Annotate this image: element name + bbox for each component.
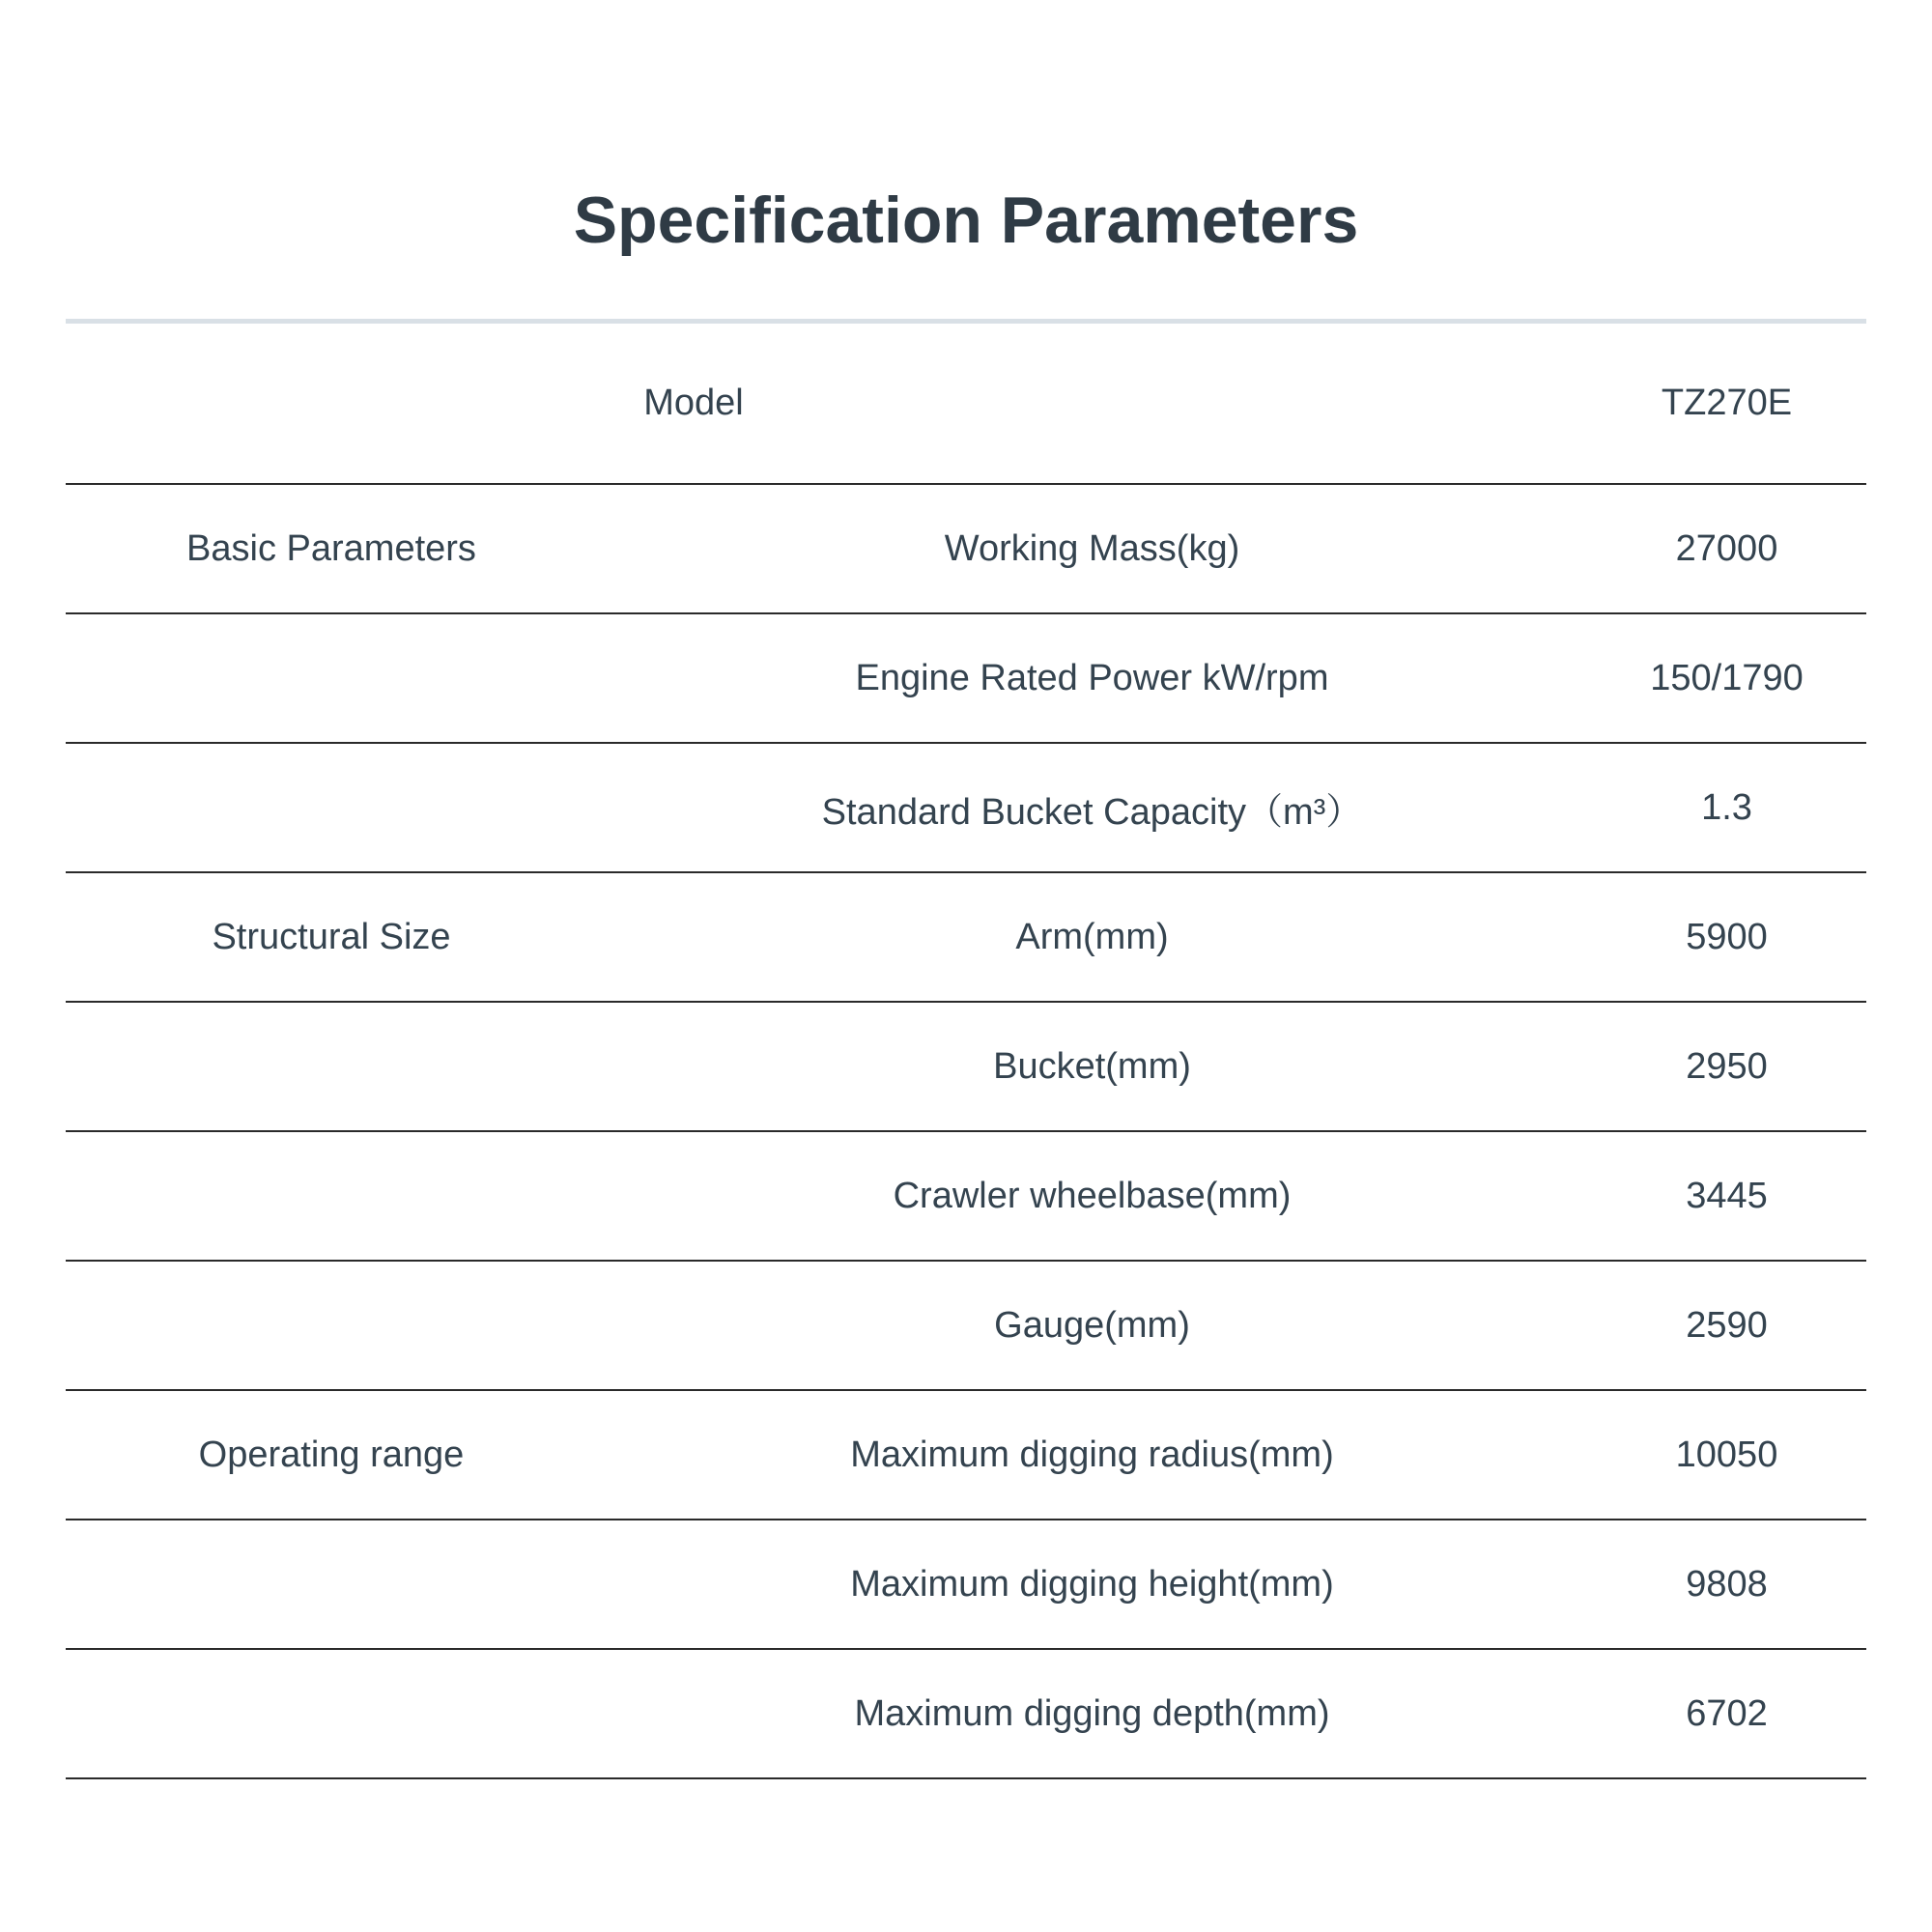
table-row	[66, 1520, 1866, 1649]
value-cell: 2950	[1587, 1002, 1866, 1131]
category-cell: Structural Size	[66, 872, 597, 1002]
header-model-label: Model	[643, 383, 744, 423]
category-cell	[66, 1520, 597, 1649]
table-row	[66, 484, 1866, 613]
value-cell: 2590	[1587, 1261, 1866, 1390]
category-cell	[66, 1649, 597, 1778]
table-row	[66, 613, 1866, 743]
value-cell: 10050	[1587, 1390, 1866, 1520]
category-cell	[66, 1131, 597, 1261]
category-cell	[66, 1261, 597, 1390]
parameter-cell: Maximum digging height(mm)	[597, 1520, 1587, 1649]
parameter-cell: Bucket(mm)	[597, 1002, 1587, 1131]
parameter-cell: Working Mass(kg)	[597, 484, 1587, 613]
category-cell	[66, 1002, 597, 1131]
table-row	[66, 743, 1866, 872]
table-row	[66, 872, 1866, 1002]
table-row	[66, 1649, 1866, 1778]
header-model-label-cell	[66, 324, 1587, 484]
value-cell: 6702	[1587, 1649, 1866, 1778]
parameter-cell: Standard Bucket Capacity（m³）	[597, 743, 1587, 872]
table-row	[66, 1261, 1866, 1390]
value-cell: 9808	[1587, 1520, 1866, 1649]
spec-table	[66, 324, 1866, 1779]
parameter-cell: Crawler wheelbase(mm)	[597, 1131, 1587, 1261]
table-row	[66, 1002, 1866, 1131]
category-cell	[66, 613, 597, 743]
parameter-cell: Maximum digging radius(mm)	[597, 1390, 1587, 1520]
page-title: Specification Parameters	[573, 184, 1359, 257]
category-cell: Basic Parameters	[66, 484, 597, 613]
value-cell: 150/1790	[1587, 613, 1866, 743]
header-model-value: TZ270E	[1587, 324, 1866, 484]
parameter-cell: Gauge(mm)	[597, 1261, 1587, 1390]
value-cell: 27000	[1587, 484, 1866, 613]
category-cell	[66, 743, 597, 872]
parameter-cell: Maximum digging depth(mm)	[597, 1649, 1587, 1778]
value-cell: 5900	[1587, 872, 1866, 1002]
value-cell: 1.3	[1587, 743, 1866, 872]
table-row	[66, 1131, 1866, 1261]
parameter-cell: Engine Rated Power kW/rpm	[597, 613, 1587, 743]
category-cell: Operating range	[66, 1390, 597, 1520]
value-cell: 3445	[1587, 1131, 1866, 1261]
table-row	[66, 1390, 1866, 1520]
table-header-row	[66, 324, 1866, 484]
parameter-cell: Arm(mm)	[597, 872, 1587, 1002]
